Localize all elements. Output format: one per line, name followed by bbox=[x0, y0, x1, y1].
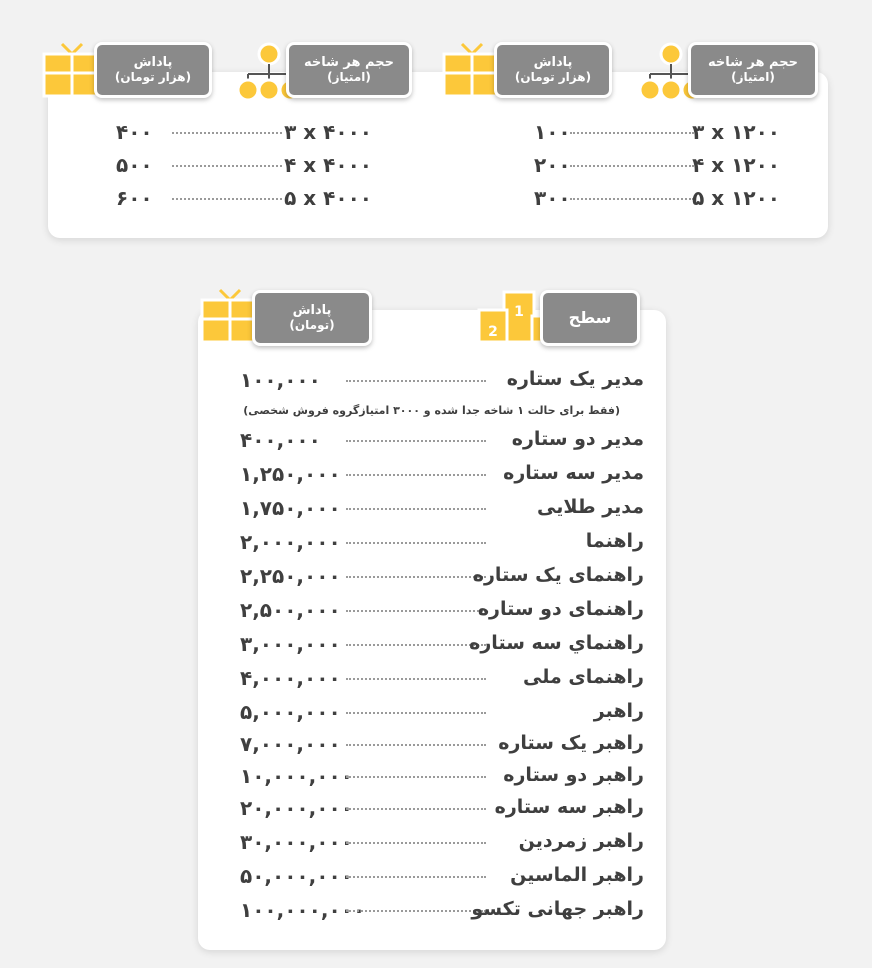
table-row bbox=[116, 118, 372, 146]
reward-value: ۵۰,۰۰۰,۰۰۰ bbox=[240, 864, 353, 888]
level-name: راهبر bbox=[593, 700, 644, 722]
header-line2: (امتیاز) bbox=[731, 69, 775, 84]
volume-value: ۴ x ۴۰۰۰ bbox=[284, 153, 372, 177]
table-row bbox=[240, 494, 644, 522]
table-row bbox=[440, 151, 780, 179]
level-name: راهنمای ملی bbox=[522, 666, 644, 688]
header-branch-volume-1 bbox=[688, 42, 818, 98]
level-name: مدیر یک ستاره bbox=[506, 368, 644, 390]
reward-value: ۷,۰۰۰,۰۰۰ bbox=[240, 732, 341, 756]
leader-dots bbox=[346, 474, 486, 476]
leader-dots bbox=[346, 712, 486, 714]
table-row bbox=[240, 896, 644, 924]
leader-dots bbox=[346, 910, 486, 912]
level-name: مدیر سه ستاره bbox=[503, 462, 644, 484]
leader-dots bbox=[570, 165, 694, 167]
level-name: راهبر یک ستاره bbox=[498, 732, 644, 754]
reward-value: ۴,۰۰۰,۰۰۰ bbox=[240, 666, 341, 690]
level-note: (فقط برای حالت ۱ شاخه جدا شده و ۳۰۰۰ امتیازگروه فروش شخصی) bbox=[243, 404, 620, 417]
table-row bbox=[240, 426, 644, 454]
reward-value: ۳۰,۰۰۰,۰۰۰ bbox=[240, 830, 353, 854]
table-row bbox=[440, 184, 780, 212]
header-reward-toman bbox=[252, 290, 372, 346]
table-row bbox=[440, 118, 780, 146]
leader-dots bbox=[570, 132, 694, 134]
volume-value: ۵ x ۴۰۰۰ bbox=[284, 186, 372, 210]
leader-dots bbox=[346, 542, 486, 544]
leader-dots bbox=[346, 576, 486, 578]
reward-value: ۱,۲۵۰,۰۰۰ bbox=[240, 462, 341, 486]
header-reward-2 bbox=[94, 42, 212, 98]
level-name: مدیر طلایی bbox=[537, 496, 644, 518]
header-line1: حجم هر شاخه bbox=[707, 54, 798, 70]
level-name: راهنمای دو ستاره bbox=[477, 598, 644, 620]
header-level-label: سطح bbox=[568, 307, 612, 327]
leader-dots bbox=[346, 678, 486, 680]
reward-value: ۲۰۰ bbox=[534, 153, 571, 177]
reward-value: ۱۰۰ bbox=[534, 120, 571, 144]
volume-value: ۵ x ۱۲۰۰ bbox=[692, 186, 780, 210]
reward-value: ۵۰۰ bbox=[116, 153, 153, 177]
table-row bbox=[240, 698, 644, 726]
header-reward-1 bbox=[494, 42, 612, 98]
table-row bbox=[240, 366, 644, 394]
header-line1: پاداش bbox=[533, 54, 573, 70]
reward-value: ۲۰,۰۰۰,۰۰۰ bbox=[240, 796, 353, 820]
level-name: راهبر الماسین bbox=[510, 864, 644, 886]
header-line1: حجم هر شاخه bbox=[303, 54, 394, 70]
volume-value: ۳ x ۱۲۰۰ bbox=[692, 120, 780, 144]
table-row bbox=[240, 460, 644, 488]
header-line2: (هزار تومان) bbox=[114, 69, 192, 84]
header-line2: (امتیاز) bbox=[327, 69, 371, 84]
level-name: راهنماي سه ستاره bbox=[469, 632, 644, 654]
leader-dots bbox=[346, 440, 486, 442]
leader-dots bbox=[172, 132, 282, 134]
leader-dots bbox=[172, 165, 282, 167]
reward-value: ۲,۰۰۰,۰۰۰ bbox=[240, 530, 341, 554]
table-row bbox=[240, 562, 644, 590]
reward-value: ۱۰۰,۰۰۰ bbox=[240, 368, 321, 392]
level-name: راهنما bbox=[585, 530, 644, 552]
reward-value: ۳۰۰ bbox=[534, 186, 571, 210]
table-row bbox=[116, 184, 372, 212]
leader-dots bbox=[346, 808, 486, 810]
level-name: راهبر زمردین bbox=[518, 830, 644, 852]
header-line1: پاداش bbox=[133, 54, 173, 70]
table-row bbox=[240, 664, 644, 692]
table-row bbox=[240, 596, 644, 624]
table-row bbox=[240, 862, 644, 890]
leader-dots bbox=[570, 198, 694, 200]
reward-value: ۱۰,۰۰۰,۰۰۰ bbox=[240, 764, 353, 788]
reward-value: ۱,۷۵۰,۰۰۰ bbox=[240, 496, 341, 520]
table-row bbox=[240, 762, 644, 790]
table-row bbox=[240, 828, 644, 856]
leader-dots bbox=[172, 198, 282, 200]
table-row bbox=[240, 730, 644, 758]
reward-value: ۵,۰۰۰,۰۰۰ bbox=[240, 700, 341, 724]
leader-dots bbox=[346, 744, 486, 746]
header-line2: (تومان) bbox=[289, 317, 335, 332]
level-name: مدیر دو ستاره bbox=[511, 428, 644, 450]
header-level bbox=[540, 290, 640, 346]
leader-dots bbox=[346, 610, 486, 612]
leader-dots bbox=[346, 508, 486, 510]
reward-value: ۴۰۰,۰۰۰ bbox=[240, 428, 321, 452]
level-name: راهبر دو ستاره bbox=[503, 764, 644, 786]
volume-value: ۳ x ۴۰۰۰ bbox=[284, 120, 372, 144]
leader-dots bbox=[346, 776, 486, 778]
leader-dots bbox=[346, 876, 486, 878]
podium-number-2: 2 bbox=[488, 324, 498, 340]
reward-value: ۲,۲۵۰,۰۰۰ bbox=[240, 564, 341, 588]
table-row bbox=[240, 528, 644, 556]
header-branch-volume-2 bbox=[286, 42, 412, 98]
leader-dots bbox=[346, 644, 486, 646]
level-name: راهبر سه ستاره bbox=[494, 796, 644, 818]
leader-dots bbox=[346, 380, 486, 382]
reward-value: ۱۰۰,۰۰۰,۰۰۰ bbox=[240, 898, 366, 922]
leader-dots bbox=[346, 842, 486, 844]
reward-value: ۳,۰۰۰,۰۰۰ bbox=[240, 632, 341, 656]
reward-value: ۶۰۰ bbox=[116, 186, 153, 210]
header-line2: (هزار تومان) bbox=[514, 69, 592, 84]
table-row bbox=[240, 630, 644, 658]
level-name: راهنمای یک ستاره bbox=[472, 564, 644, 586]
volume-value: ۴ x ۱۲۰۰ bbox=[692, 153, 780, 177]
reward-value: ۴۰۰ bbox=[116, 120, 153, 144]
header-line1: پاداش bbox=[292, 302, 332, 318]
podium-number-1: 1 bbox=[514, 304, 524, 320]
table-row bbox=[240, 794, 644, 822]
reward-value: ۲,۵۰۰,۰۰۰ bbox=[240, 598, 341, 622]
table-row bbox=[116, 151, 372, 179]
level-name: راهبر جهانی تکسو bbox=[471, 898, 644, 920]
